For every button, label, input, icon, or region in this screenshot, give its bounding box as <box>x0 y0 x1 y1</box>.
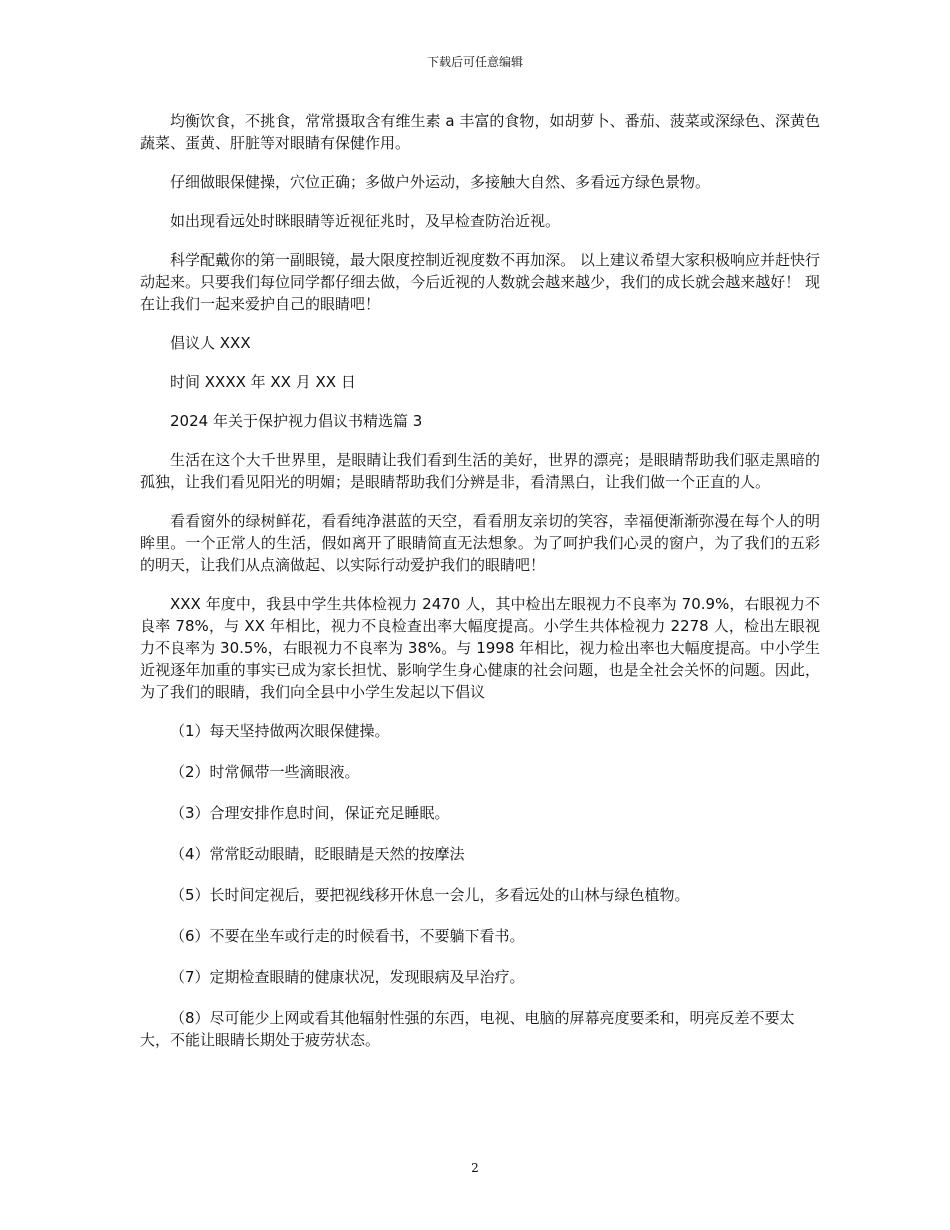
paragraph-glasses: 科学配戴你的第一副眼镜，最大限度控制近视度数不再加深。 以上建议希望大家积极响应并赶快行动起来。只要我们每位同学都仔细去做，今后近视的人数就会越来越少，我们的成长就会越来越好！ 现在让我们一起来爱护自己的眼睛吧！ <box>140 251 820 313</box>
proposal-item-2: （2）时常佩带一些滴眼液。 <box>170 763 360 781</box>
proposal-item-7: （7）定期检查眼睛的健康状况，发现眼病及早治疗。 <box>170 968 525 986</box>
date-line: 时间 XXXX 年 XX 月 XX 日 <box>170 373 356 391</box>
proposal-item-1: （1）每天坚持做两次眼保健操。 <box>170 722 390 740</box>
paragraph-scenery: 看看窗外的绿树鲜花，看看纯净湛蓝的天空，看看朋友亲切的笑容，幸福便渐渐弥漫在每个人的明眸里。一个正常人的生活，假如离开了眼睛简直无法想象。为了呵护我们心灵的窗户，为了我们的五彩的明天，让我们从点滴做起、以实际行动爱护我们的眼睛吧！ <box>140 512 820 574</box>
proposal-item-3: （3）合理安排作息时间，保证充足睡眠。 <box>170 804 450 822</box>
proposal-item-8: （8）尽可能少上网或看其他辐射性强的东西，电视、电脑的屏幕亮度要柔和，明亮反差不要太大，不能让眼睛长期处于疲劳状态。 <box>140 1009 795 1049</box>
paragraph-statistics: XXX 年度中，我县中学生共体检视力 2470 人，其中检出左眼视力不良率为 70.9%，右眼视力不良率 78%，与 XX 年相比，视力不良检查出率大幅度提高。小学生共体检视力 2278 人，检出左眼视力不良率为 30.5%，右眼视力不良率为 38%。与 1998 年相比，视力检出率也大幅度提高。中小学生近视逐年加重的事实已成为家长担忧、影响学生身心健康的社会问题，也是全社会关怀的问题。因此，为了我们的眼睛，我们向全县中小学生发起以下倡议 <box>140 595 820 701</box>
proposal-item-5: （5）长时间定视后，要把视线移开休息一会儿，多看远处的山林与绿色植物。 <box>170 886 690 904</box>
section-title: 2024 年关于保护视力倡议书精选篇 3 <box>170 412 423 430</box>
proposal-item-4: （4）常常眨动眼睛，眨眼睛是天然的按摩法 <box>170 845 465 863</box>
paragraph-intro: 生活在这个大千世界里，是眼睛让我们看到生活的美好，世界的漂亮；是眼睛帮助我们驱走黑暗的孤独，让我们看见阳光的明媚；是眼睛帮助我们分辨是非，看清黑白，让我们做一个正直的人。 <box>140 451 820 491</box>
signatory-line: 倡议人 XXX <box>170 334 251 352</box>
document-body <box>140 110 820 1070</box>
paragraph-diet: 均衡饮食，不挑食，常常摄取含有维生素 a 丰富的食物，如胡萝卜、番茄、菠菜或深绿色、深黄色蔬菜、蛋黄、肝脏等对眼睛有保健作用。 <box>140 112 820 152</box>
paragraph-early-check: 如出现看远处时眯眼睛等近视征兆时，及早检查防治近视。 <box>170 212 561 230</box>
page-header: 下载后可任意编辑 <box>426 55 523 69</box>
paragraph-eye-exercise: 仔细做眼保健操，穴位正确；多做户外运动，多接触大自然、多看远方绿色景物。 <box>170 173 711 191</box>
page-number: 2 <box>471 1161 479 1175</box>
proposal-item-6: （6）不要在坐车或行走的时候看书，不要躺下看书。 <box>170 927 525 945</box>
